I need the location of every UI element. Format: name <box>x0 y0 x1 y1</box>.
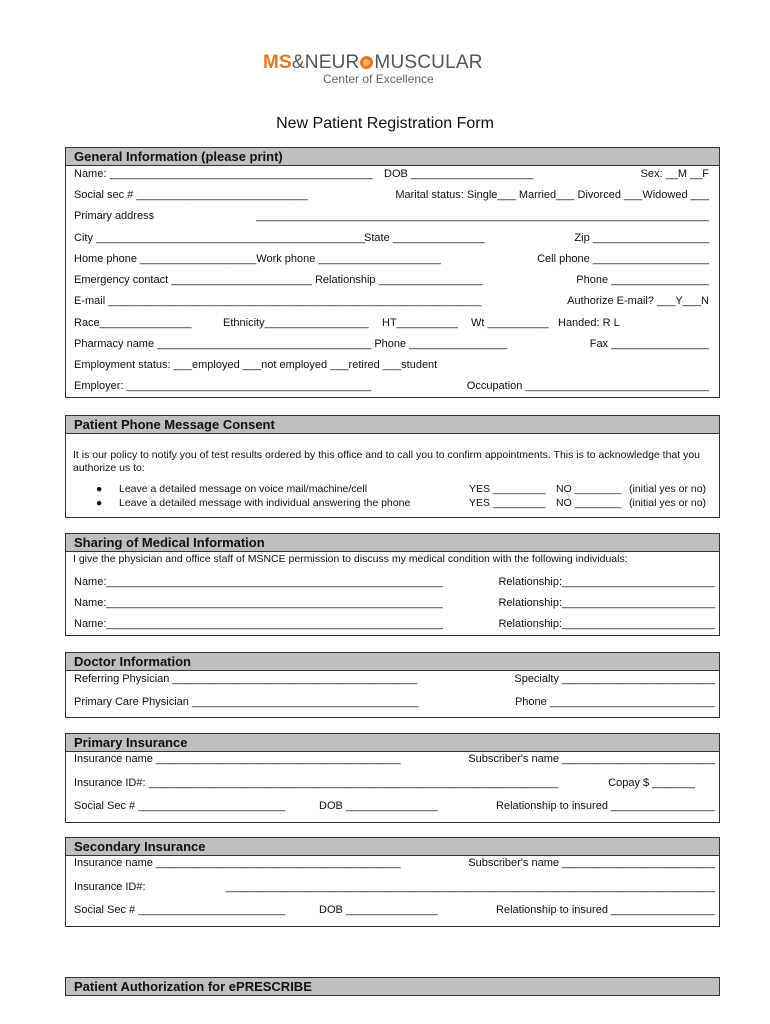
city-field[interactable]: City ____________________________________________ <box>74 232 366 244</box>
section-heading: Patient Authorization for ePRESCRIBE <box>66 978 719 995</box>
share-name-field[interactable]: Name:_______________________________________________________ <box>74 597 443 609</box>
share-relationship-field[interactable]: Relationship:_________________________ <box>498 597 715 609</box>
employer-field[interactable]: Employer: ________________________________________ <box>74 380 372 392</box>
state-field[interactable]: State _______________ <box>364 232 485 244</box>
emergency-phone-field[interactable]: Phone ________________ <box>576 274 709 286</box>
emergency-contact-field[interactable]: Emergency contact _______________________ Relationship _________________ <box>74 274 483 286</box>
eprescribe-section <box>65 977 720 996</box>
primary-address-field[interactable]: __________________________________________________________________________ <box>256 210 709 222</box>
section-heading: Sharing of Medical Information <box>66 534 719 552</box>
section-heading: Doctor Information <box>66 653 719 671</box>
consent-individual-no[interactable]: NO ________ <box>556 497 622 509</box>
home-work-phone-field[interactable]: Home phone ___________________Work phone ____________________ <box>74 253 441 265</box>
authorize-email-field[interactable]: Authorize E-mail? ___Y___N <box>567 295 709 307</box>
consent-voicemail-no[interactable]: NO ________ <box>556 483 622 495</box>
share-relationship-field[interactable]: Relationship:_________________________ <box>498 576 715 588</box>
primary-insurance-name-field[interactable]: Insurance name ________________________________________ <box>74 753 401 765</box>
bullet-dot: ● <box>96 497 103 509</box>
share-name-field[interactable]: Name:_______________________________________________________ <box>74 576 443 588</box>
secondary-insurance-id-field[interactable]: ________________________________________________________________________________ <box>225 881 715 893</box>
secondary-relationship-field[interactable]: Relationship to insured _________________ <box>496 904 715 916</box>
secondary-social-sec-field[interactable]: Social Sec # ________________________ <box>74 904 286 916</box>
primary-insurance-section <box>65 733 720 823</box>
msnce-logo <box>263 52 533 86</box>
name-field[interactable]: Name: ___________________________________________ <box>74 168 373 180</box>
cell-phone-field[interactable]: Cell phone ___________________ <box>537 253 709 265</box>
consent-paragraph: It is our policy to notify you of test results ordered by this office and to call you to confirm appointments. This is to acknowledge that you authorize us to: <box>73 449 701 474</box>
secondary-dob-field[interactable]: DOB _______________ <box>319 904 438 916</box>
employment-status-field[interactable]: Employment status: ___employed ___not employed ___retired ___student <box>74 359 438 371</box>
zip-field[interactable]: Zip ___________________ <box>574 232 709 244</box>
doctor-phone-field[interactable]: Phone ___________________________ <box>514 696 715 708</box>
weight-field[interactable]: Wt __________ <box>471 317 549 329</box>
secondary-subscriber-field[interactable]: Subscriber's name _________________________ <box>468 857 715 869</box>
consent-voicemail-initial: (initial yes or no) <box>629 483 707 495</box>
primary-relationship-field[interactable]: Relationship to insured _________________ <box>496 800 715 812</box>
primary-social-sec-field[interactable]: Social Sec # ________________________ <box>74 800 286 812</box>
consent-individual-yes[interactable]: YES _________ <box>469 497 546 509</box>
consent-individual-label: Leave a detailed message with individual answering the phone <box>119 497 411 509</box>
ethnicity-field[interactable]: Ethnicity_________________ <box>223 317 369 329</box>
primary-address-label: Primary address <box>74 210 155 222</box>
section-heading: General Information (please print) <box>66 148 719 166</box>
sharing-paragraph: I give the physician and office staff of MSNCE permission to discuss my medical condition with the following individuals: <box>73 553 628 565</box>
height-field[interactable]: HT__________ <box>382 317 458 329</box>
copay-field[interactable]: Copay $ _______ <box>608 777 695 789</box>
logo-wordmark: MS&NEUR MUSCULAR <box>263 52 483 73</box>
sharing-medical-info-section <box>65 533 720 636</box>
phone-consent-section <box>65 415 720 518</box>
email-field[interactable]: E-mail _____________________________________________________________ <box>74 295 482 307</box>
dob-field[interactable]: DOB ____________________ <box>384 168 534 180</box>
handed-field[interactable]: Handed: R L <box>558 317 620 329</box>
secondary-insurance-name-field[interactable]: Insurance name ________________________________________ <box>74 857 401 869</box>
general-information-section <box>65 147 720 398</box>
consent-individual-initial: (initial yes or no) <box>629 497 707 509</box>
secondary-insurance-section <box>65 837 720 927</box>
section-heading: Patient Phone Message Consent <box>66 416 719 434</box>
primary-insurance-id-field[interactable]: Insurance ID#: ___________________________________________________________________ <box>74 777 559 789</box>
pharmacy-field[interactable]: Pharmacy name ___________________________________ Phone ________________ <box>74 338 508 350</box>
primary-dob-field[interactable]: DOB _______________ <box>319 800 438 812</box>
referring-physician-field[interactable]: Referring Physician ________________________________________ <box>74 673 418 685</box>
share-name-field[interactable]: Name:_______________________________________________________ <box>74 618 443 630</box>
logo-subtitle: Center of Excellence <box>323 72 434 86</box>
specialty-field[interactable]: Specialty _________________________ <box>514 673 715 685</box>
primary-subscriber-field[interactable]: Subscriber's name _________________________ <box>468 753 715 765</box>
share-relationship-field[interactable]: Relationship:_________________________ <box>498 618 715 630</box>
race-field[interactable]: Race_______________ <box>74 317 192 329</box>
occupation-field[interactable]: Occupation ______________________________ <box>466 380 709 392</box>
social-security-field[interactable]: Social sec # ____________________________ <box>74 189 308 201</box>
consent-voicemail-yes[interactable]: YES _________ <box>469 483 546 495</box>
consent-voicemail-label: Leave a detailed message on voice mail/machine/cell <box>119 483 368 495</box>
secondary-insurance-id-label: Insurance ID#: <box>74 881 146 893</box>
section-heading: Secondary Insurance <box>66 838 719 856</box>
form-title: New Patient Registration Form <box>276 115 494 132</box>
bullet-dot: ● <box>96 483 103 495</box>
fax-field[interactable]: Fax ________________ <box>589 338 709 350</box>
sex-field[interactable]: Sex: __M __F <box>640 168 709 180</box>
section-heading: Primary Insurance <box>66 734 719 752</box>
logo-globe-icon <box>360 56 373 69</box>
marital-status-field[interactable]: Marital status: Single___ Married___ Divorced ___Widowed ___ <box>395 189 709 201</box>
doctor-information-section <box>65 652 720 718</box>
primary-care-physician-field[interactable]: Primary Care Physician _____________________________________ <box>74 696 419 708</box>
